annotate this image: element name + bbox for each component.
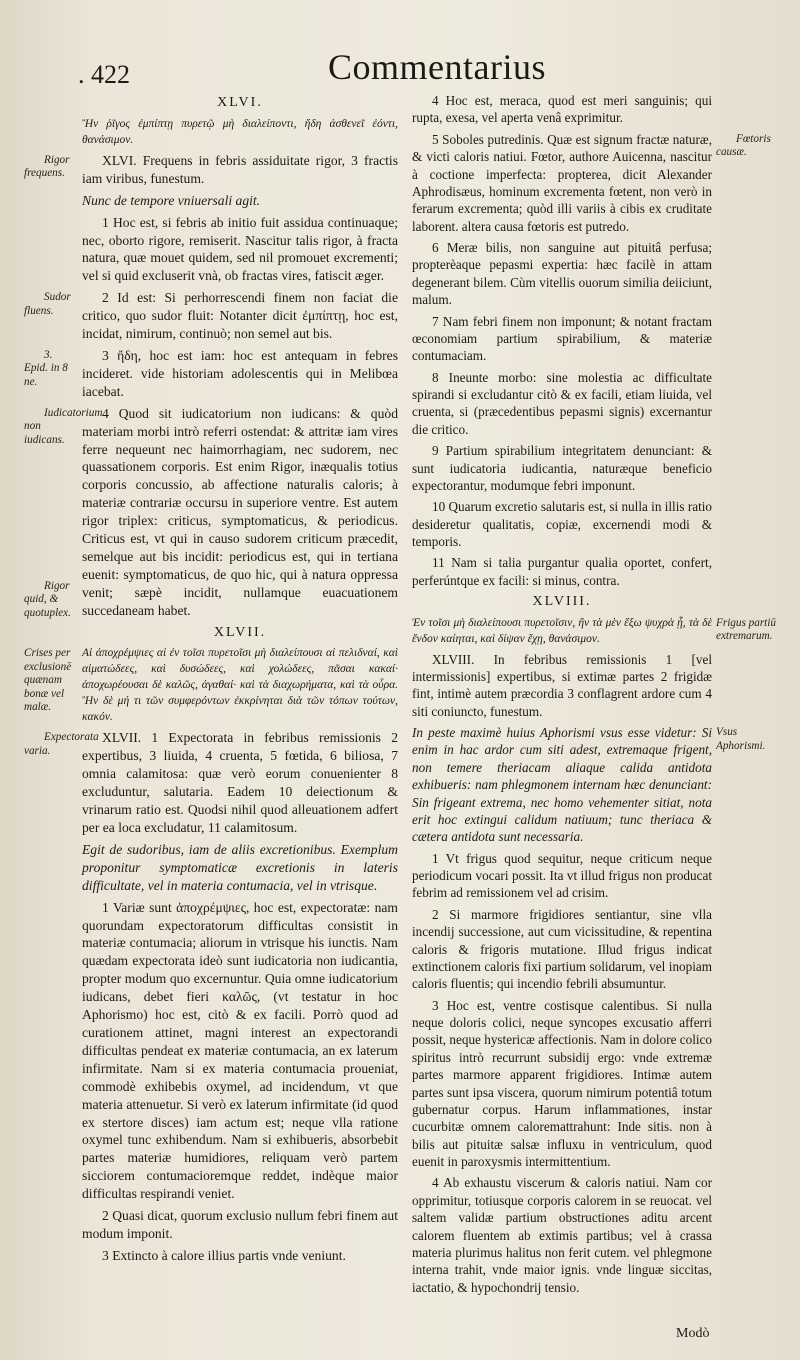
right-para-block	[412, 369, 712, 439]
left-para-block	[82, 1247, 398, 1265]
right-para-text: 11 Nam si talia purgantur qualia oportet, confert, perferúntque ex facili: si minus, contra.	[412, 555, 712, 588]
left-para-text: 3 Extincto à calore illius partis vnde veniunt.	[102, 1247, 346, 1263]
left-para-text: 1 Variæ sunt ἀποχρέμψιες, hoc est, expectoratæ: nam quorundam expectoratorum difficultas consistit in materiæ contumacia; aliorum in vtrisque his iunctis. Nam quædam expectorata ideò sunt iudicatoria non iudicantia, propter modum quo excernuntur. Quia omne iudicatorium iudicans, debet fieri καλῶς, (vt testatur in hoc Aphorismo) hoc est, citò & ex facili. Porrò quod ad curationem attinet, magni interest an expectorandi difficultas pendeat ex materiæ contumacia, an ex laterum infirmitate. Nam si ex materia contumacia proueniat, commodè exhibebis oxymel, ad incidendum, vt que materia attenuetur. Si verò ex laterum infirmitate (id quod ex stertore disces) iam actum est; neque vlla ratione oxymel tunc exhibendum. Nam si exhibueris, absorbebit partes materiæ humidiores, reliquam verò partem sicciorem contumacioremque reddet, indèque maior difficultas respirandi veniet.	[82, 899, 398, 1202]
right-para-block	[412, 850, 712, 902]
right-para-block	[412, 498, 712, 550]
left-para-block	[24, 152, 398, 188]
column-gutter	[398, 90, 408, 1330]
right-para-text: 2 Si marmore frigidiores sentiantur, sine vlla incendij successione, aut cum vicissitudine, & repentina caloris & frigoris mutatione. Illud frigus indicat extinctionem caloris fixi partium solidarum, vel inopiam caloris fluentis; qui incendio febrili absumuntur.	[412, 906, 712, 992]
right-italic-block	[412, 724, 766, 846]
right-para-text: 1 Vt frigus quod sequitur, neque criticum neque periodicum vocari possit. Ita vt illud frigus non producat febrim ad remissionem vel ad crisim.	[412, 850, 712, 901]
right-italic-text: In peste maximè huius Aphorismi vsus esse videtur: Si enim in hac ardor cum siti adest, extremaque frigent, non temere theriacam aliaque calida antidota exhibueris: nam phlegmonem internam hæc denunciant: Sin frigeant extrema, nec homo vehementer sitiat, nota erit hoc extingui calidum natiuum; tunc theriaca & cætera antidota sunt necessaria.	[412, 725, 712, 845]
left-italic-text: Nunc de tempore vniuersali agit.	[82, 192, 261, 208]
right-para-block	[412, 131, 771, 235]
right-para-block	[412, 442, 712, 494]
right-para-block	[412, 92, 712, 127]
right-para-text: XLVIII. In febribus remissionis 1 [vel intermissionis] expertibus, si extimæ partes 2 frigidæ fint, intimè autem præcordia 3 conflagrent ardore cum 4 siti coniuncto, funestum.	[412, 651, 712, 719]
catchword: Modò	[676, 1326, 710, 1341]
left-para-block	[24, 289, 398, 343]
right-para-block	[412, 239, 712, 309]
left-para-block	[24, 405, 398, 620]
right-para-text: 3 Hoc est, ventre costisque calentibus. Si nulla neque doloris colici, neque syncopes excusatio afferri possit, neque hystericæ affectionis. Nam in dolore colico spiritus intrò recurrunt subsidij ergo: vnde extremæ partes marmore apparent frigidiores. Intimæ autem partes sunt ipsa viscera, quorum nimirum potentiâ totum gubernatur corpus. Harum inflammationes, instar cucurbitæ omnem caloremattrahunt: Inde sitis. non à bilis aut pituitæ salsæ influxu in ventriculum, quod euenit in paroxysmis intermittentium.	[412, 997, 712, 1169]
left-greek-block	[24, 645, 398, 725]
right-heading-text: XLVIII.	[532, 594, 592, 610]
margin-note: 3. Epid. in 8 ne.	[24, 348, 68, 388]
page-header	[0, 44, 800, 96]
right-para-text: 8 Ineunte morbo: sine molestia ac difficultate spirandi si excludantur citò & ex facili, etiam liuida, vel cruenta, si (præcedentibus pepasmi signis) excernantur die critico.	[412, 369, 712, 437]
left-italic-block	[82, 841, 398, 895]
right-heading-block	[412, 593, 712, 610]
left-greek-block	[82, 116, 398, 148]
left-heading-block	[82, 624, 398, 642]
left-heading-block	[82, 94, 398, 112]
right-para-text: 4 Ab exhaustu viscerum & caloris natiui. Nam cor opprimitur, totiusque corporis calorem in se reuocat. vel saltem validæ partium obstructiones aditu arcent calorem fluentem ab extimis partibus; vel à crassa materia plurimus halitus non ferit cutem. vel phlegmone interna trahit, vnde maior ignis. vnde linguæ siccitas, iactatio, & hypochondrij tensio.	[412, 1175, 712, 1295]
margin-note: Iudicatorium non iudicans.	[24, 406, 103, 446]
margin-note: Sudor fluens.	[24, 291, 71, 317]
left-para-text: XLVI. Frequens in febris assiduitate rigor, 3 fractis iam viribus, funestum.	[82, 152, 398, 186]
right-greek-text: Ἐν τοῖσι μὴ διαλείπουσι πυρετοῖσιν, ἢν τὰ μὲν ἔξω ψυχρὰ ᾖ, τὰ δὲ ἔνδον καίηται, καὶ δίψαν ἔχῃ, θανάσιμον.	[412, 616, 712, 645]
margin-note: Expectorata varia.	[24, 731, 99, 757]
right-para-text: 4 Hoc est, meraca, quod est meri sanguinis; qui rupta, exesa, vel aperta venâ exprimitur.	[412, 93, 712, 126]
left-para-text: XLVII. 1 Expectorata in febribus remissionis 2 expertibus, 3 liuida, 4 cruenta, 5 fœtida, 6 biliosa, 7 omnia calamitosa: quæ verò eorum conuenienter 8 excluduntur, salutaria. Eadem 10 deiectionum & vrinarum ratio est. Quodsi nihil quod alleuationem adfert per ea loca excludatur, 11 calamitosum.	[82, 730, 398, 835]
left-para-text: 1 Hoc est, si febris ab initio fuit assidua continuaque; nec, oborto rigore, remiserit. Nascitur talis rigor, à fracta natura, quæ mouet quidem, sed nil promouet excrementi; vel si quid excluserit vnà, ob fractas vires, fatiscit æger.	[82, 214, 398, 284]
margin-note: Fœtoris causæ.	[716, 132, 771, 159]
left-para-block	[24, 347, 398, 401]
left-para-block	[82, 214, 398, 286]
margin-note: Rigor frequens.	[24, 153, 70, 180]
right-para-block	[412, 906, 712, 993]
right-para-block	[412, 554, 712, 589]
left-italic-text: Egit de sudoribus, iam de aliis excretionibus. Exemplum proponitur symptomaticæ excretionis in lateris difficultate, vel in materia contumacia, vel in vtrisque.	[82, 841, 398, 893]
running-title: Commentarius	[328, 47, 546, 87]
left-para-block	[82, 899, 398, 1203]
left-greek-text: Ἢν ῥῖγος ἐμπίπτῃ πυρετῷ μὴ διαλείποντι, ἤδη ἀσθενεῖ ἐόντι, θανάσιμον.	[82, 117, 398, 146]
left-greek-text: Αἱ ἀποχρέμψιες αἱ ἐν τοῖσι πυρετοῖσι μὴ διαλείπουσι αἱ πελιδναί, καὶ αἱματώδεες, καὶ δυσώδεες, καὶ χολώδεες, πᾶσαι κακαί· ἀποχωρέουσαι δὲ καλῶς, ἀγαθαί· καὶ τὰ διαχωρήματα, καὶ τὰ οὖρα. Ἢν δὲ μή τι τῶν συμφερόντων ἐκκρίνηται διὰ τῶν τόπων τούτων, κακόν.	[82, 647, 398, 724]
margin-note: Crises per exclusionē quænam bonæ vel malæ.	[24, 647, 72, 714]
left-heading-text: XLVII.	[213, 624, 267, 640]
left-column	[24, 92, 398, 1269]
margin-note: Frigus partiū extremarum.	[716, 616, 776, 642]
right-para-text: 9 Partium spirabilium integritatem denunciant: & sunt iudicatoria iudicantia, naturæque beneficio expectorantur, modumque febri imponunt.	[412, 443, 712, 493]
left-italic-block	[82, 192, 398, 210]
margin-note: Vsus Aphorismi.	[716, 726, 766, 752]
right-para-text: 7 Nam febri finem non imponunt; & notant fractam œconomiam partium spirabilium, & materiæ contumaciam.	[412, 313, 712, 364]
left-para-text: 4 Quod sit iudicatorium non iudicans: & quòd materiam morbi intrò referri ostendat: & attritæ iam vires ferre nequeunt nec haimorrhagiam, nec sudorem, nec quassationem corporis. Est enim Rigor, inæqualis totius corporis concussio, ab affectione naturalis caloris; à materiæ contrariæ occursu in superiore ventre. Est autem rigor triplex: criticus, symptomaticus, & periodicus. Criticus est, vt qui in causo sudorem criticum præcedit, semelque aut bis incidit: periodicus est, qui in tertiana euenit: symptomaticus, de quo hic, qui à natura oppressa venit; sæpè incidit, nullamque euacuationem succedaneam habet.	[82, 405, 398, 618]
right-para-block	[412, 651, 712, 721]
left-para-block	[24, 729, 398, 836]
left-para-text: 2 Id est: Si perhorrescendi finem non faciat die critico, quo sudor fluit: Notanter dicit ἐμπίπτῃ, hoc est, incidat, nimirum, continuò; non semel aut bis.	[82, 290, 398, 342]
right-greek-block	[412, 615, 776, 647]
right-para-text: 10 Quarum excretio salutaris est, si nulla in illis ratio desideretur qualitatis, copiæ, excernendi modi & temporis.	[412, 499, 712, 549]
right-para-text: 6 Meræ bilis, non sanguine aut pituitâ perfusa; propterèaque pepasmi expertia: hæc facilè in attam degenerant bilem. Cùm vitellis ouorum similia deiiciunt, malum.	[412, 240, 712, 308]
page-number: . 422	[78, 60, 130, 89]
right-column	[412, 92, 776, 1300]
margin-note: Rigor quid, & quotuplex.	[24, 579, 71, 619]
left-para-block	[82, 1207, 398, 1243]
left-heading-text: XLVI.	[217, 95, 263, 110]
left-para-text: 3 ἤδη, hoc est iam: hoc est antequam in febres incideret. vide historiam adolescentis qui in Melibœa iacebat.	[82, 347, 398, 399]
right-para-block	[412, 997, 712, 1171]
left-para-text: 2 Quasi dicat, quorum exclusio nullum febri finem aut modum imponit.	[82, 1208, 398, 1241]
right-para-text: 5 Soboles putredinis. Quæ est signum fractæ naturæ, & victi caloris natiui. Fœtor, authore Auicenna, nascitur à coctione imperfecta: propterea, dicit Alexander Aphrodisæus, hominum excrementa fœtent, non verò in ferarum excrementa; quòd illi variis à cibis ex cruditate laborent. altera causa fœtoris est putredo.	[412, 131, 712, 234]
right-para-block	[412, 1174, 712, 1296]
right-para-block	[412, 313, 712, 365]
